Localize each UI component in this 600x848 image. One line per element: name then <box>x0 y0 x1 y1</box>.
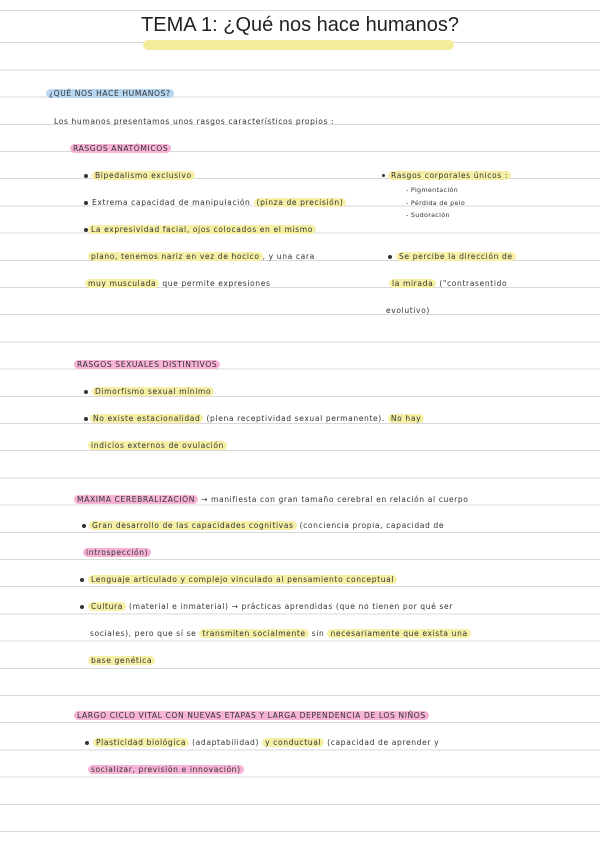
mirada-line2 <box>389 278 507 290</box>
cerebralizacion-item3a: Cultura <box>88 602 126 611</box>
cerebralizacion-item2-line <box>88 574 397 586</box>
cerebralizacion-item1-line <box>89 520 444 532</box>
cerebralizacion-item1-line2-text: introspección) <box>83 548 151 557</box>
ciclo-item1c: y conductual <box>262 738 324 747</box>
ciclo-item1b: (adaptabilidad) <box>189 738 263 747</box>
section-question-line <box>46 88 174 100</box>
anatomicos-item2a: Extrema capacidad de manipulación <box>92 198 251 207</box>
corporales-title-line <box>388 170 511 182</box>
bullet-icon <box>388 255 392 259</box>
anatomicos-item3-line2b: , y una cara <box>262 252 315 261</box>
anatomicos-item1: Bipedalismo exclusivo <box>92 171 195 180</box>
anatomicos-item3-line2 <box>88 251 315 263</box>
anatomicos-item2-line <box>92 197 346 209</box>
anatomicos-heading-line <box>70 143 171 155</box>
sexuales-heading: RASGOS SEXUALES DISTINTIVOS <box>74 360 220 369</box>
sexuales-item1-line <box>92 386 214 398</box>
section-question: ¿QUÉ NOS HACE HUMANOS? <box>46 89 174 98</box>
bullet-icon <box>85 741 89 745</box>
title-highlight <box>143 40 454 50</box>
sexuales-item2-line <box>90 413 424 425</box>
cerebralizacion-item3-line2c: sin <box>308 629 328 638</box>
mirada-line2b: ("contrasentido <box>436 279 508 288</box>
cerebralizacion-item3-line3-text: base genética <box>88 656 155 665</box>
bullet-icon <box>84 390 88 394</box>
sexuales-item1: Dimorfismo sexual mínimo <box>92 387 214 396</box>
sexuales-item2-line2 <box>88 440 227 452</box>
cerebralizacion-item1-line2 <box>83 547 151 559</box>
ciclo-item1-line2 <box>88 764 244 776</box>
sexuales-item2b: (plena receptividad sexual permanente). <box>203 414 388 423</box>
sexuales-item2-line2-text: indicios externos de ovulación <box>88 441 227 450</box>
ciclo-item1d: (capacidad de aprender y <box>324 738 440 747</box>
anatomicos-item2b: (pinza de precisión) <box>254 198 347 207</box>
sexuales-heading-line <box>74 359 220 371</box>
bullet-icon <box>80 605 84 609</box>
sexuales-item2c: No hay <box>388 414 424 423</box>
corporales-item: - Pigmentación <box>406 186 458 194</box>
anatomicos-item3-line1-text: La expresividad facial, ojos colocados en el mismo <box>88 225 316 234</box>
ciclo-heading: LARGO CICLO VITAL CON NUEVAS ETAPAS Y LARGA DEPENDENCIA DE LOS NIÑOS <box>74 711 429 720</box>
bullet-icon <box>84 201 88 205</box>
sexuales-item2a: No existe estacionalidad <box>90 414 203 423</box>
cerebralizacion-item3b: (material e inmaterial) → prácticas aprendidas (que no tienen por qué ser <box>126 602 453 611</box>
cerebralizacion-item3-line2d: necesariamente que exista una <box>327 629 470 638</box>
corporales-item: - Sudoración <box>406 211 450 219</box>
intro-text: Los humanos presentamos unos rasgos característicos propios : <box>54 117 335 126</box>
mirada-line3: evolutivo) <box>386 306 430 315</box>
bullet-icon <box>80 578 84 582</box>
ciclo-item1-line <box>93 737 439 749</box>
cerebralizacion-heading-rest: → manifiesta con gran tamaño cerebral en relación al cuerpo <box>198 495 469 504</box>
ciclo-heading-line <box>74 710 429 722</box>
corporales-title: Rasgos corporales únicos : <box>388 171 511 180</box>
corporales-item: - Pérdida de pelo <box>406 199 466 207</box>
anatomicos-heading: RASGOS ANATÓMICOS <box>70 144 171 153</box>
cerebralizacion-item3-line2b: transmiten socialmente <box>199 629 308 638</box>
page-title: TEMA 1: ¿Qué nos hace humanos? <box>141 14 459 36</box>
cerebralizacion-item1b: (conciencia propia, capacidad de <box>296 521 445 530</box>
bullet-icon <box>84 174 88 178</box>
bullet-icon <box>382 174 385 177</box>
ciclo-item1-line2-text: socializar, previsión e innovación) <box>88 765 244 774</box>
anatomicos-item3-line3a: muy musculada <box>85 279 159 288</box>
cerebralizacion-item3-line2a: sociales), pero que sí se <box>90 629 200 638</box>
mirada-line2a: la mirada <box>389 279 436 288</box>
cerebralizacion-item3-line3 <box>88 655 155 667</box>
bullet-icon <box>82 524 86 528</box>
bullet-icon <box>84 417 88 421</box>
anatomicos-item3-line3 <box>85 278 271 290</box>
anatomicos-item3-line3b: que permite expresiones <box>159 279 271 288</box>
cerebralizacion-heading: MÁXIMA CEREBRALIZACIÓN <box>74 495 198 504</box>
cerebralizacion-item3-line2 <box>90 628 471 640</box>
anatomicos-item3-line1 <box>88 224 316 236</box>
cerebralizacion-item3-line <box>88 601 453 613</box>
cerebralizacion-item2: Lenguaje articulado y complejo vinculado al pensamiento conceptual <box>88 575 397 584</box>
cerebralizacion-heading-line <box>74 494 469 506</box>
mirada-line1-text: Se percibe la dirección de <box>396 252 516 261</box>
anatomicos-item1-line <box>92 170 195 182</box>
ciclo-item1a: Plasticidad biológica <box>93 738 189 747</box>
mirada-line1 <box>396 251 516 263</box>
cerebralizacion-item1a: Gran desarrollo de las capacidades cognitivas <box>89 521 297 530</box>
anatomicos-item3-line2a: plano, tenemos nariz en vez de hocico <box>88 252 263 261</box>
